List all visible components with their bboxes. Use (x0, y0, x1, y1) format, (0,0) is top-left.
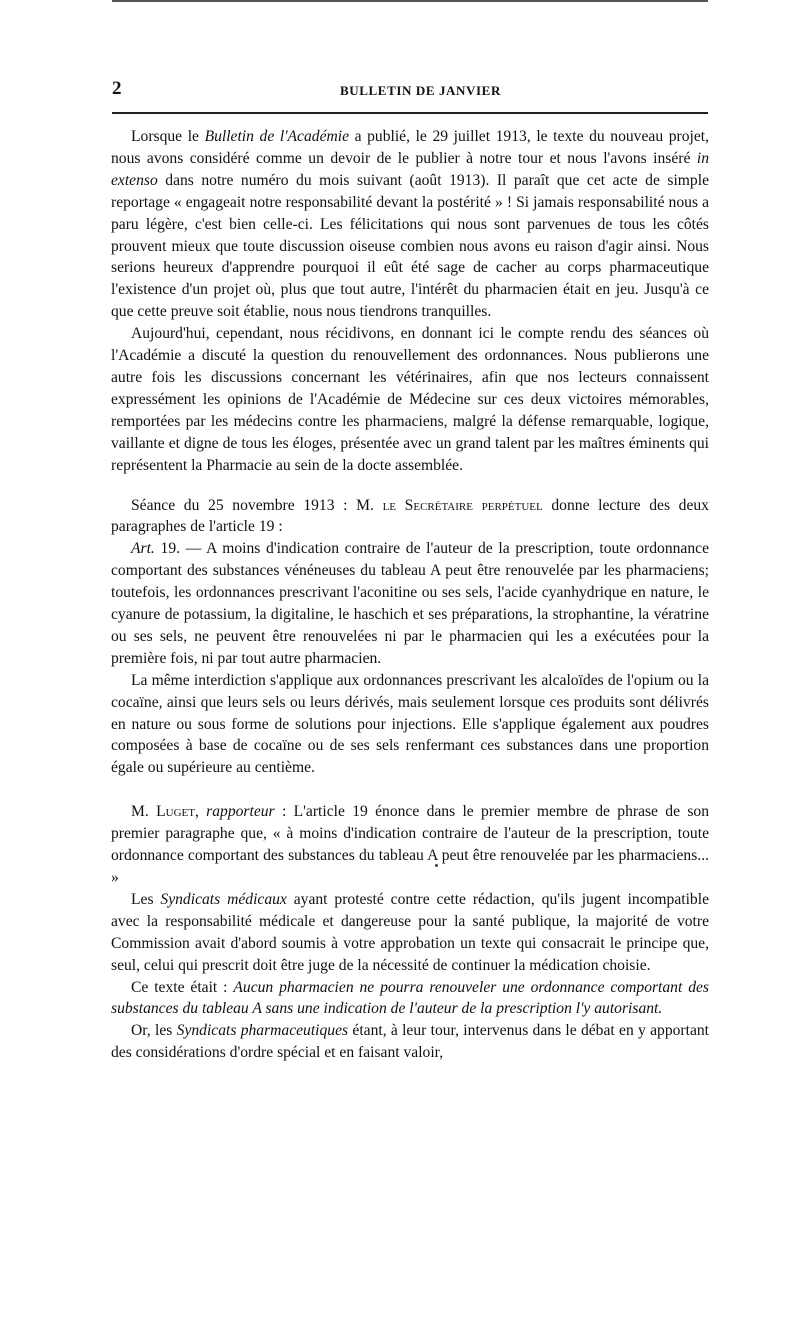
paragraph-syndicats-pharma (111, 1020, 709, 1064)
text: , (194, 803, 207, 821)
text: : L'article 19 énonce dans le premier membre de phrase de son premier paragraphe que, « à moins d'indication contraire de l'auteur de la prescription, toute ordonnance comportant des substances du tableau A peut être renouvelée par les pharmaciens... » (111, 803, 709, 886)
text-italic: Syndicats médicaux (160, 890, 287, 908)
article-body (111, 126, 709, 1064)
stray-mark (435, 864, 438, 867)
text-small-caps: le Secrétaire perpétuel (382, 496, 543, 514)
paragraph-interdiction: La même interdiction s'applique aux ordonnances prescrivant les alcaloïdes de l'opium ou la cocaïne, ainsi que leurs sels ou leurs dérivés, mais seulement lorsque ces produits sont délivrés en nature ou sous forme de solutions pour injections. Elle s'applique également aux poudres composées à base de cocaïne ou de ses sels renfermant ces substances dans une proportion égale ou supérieure au centième. (111, 671, 709, 777)
text: ayant protesté contre cette rédaction, qu'ils jugent incompatible avec la responsabilité médicale et dangereuse pour la santé publique, la majorité de votre Commission avait d'abord soumis à votre approbation un texte qui consacrait le principe que, seul, celui qui prescrit doit être juge de la nécessité de continuer la médication choisie. (111, 890, 709, 974)
text-italic: rapporteur (206, 803, 275, 821)
text: 19. — A moins d'indication contraire de l'auteur de la prescription, toute ordonnance comportant des substances vénéneuses du tableau A peut être renouvelée par les pharmaciens; toutefois, les ordonnances prescrivant l'aconitine ou ses sels, l'acide cyanhydrique en nature, le cyanure de potassium, la digitaline, le haschich et ses préparations, la strophantine, la vératrine ou ses sels, ne peuvent être renouvelées ni par le pharmacien qui les a exécutées pour la première fois, ni par tout autre pharmacien. (111, 540, 709, 667)
page-number: 2 (112, 78, 122, 99)
text: a publié, le 29 juillet 1913, le texte du nouveau projet, nous avons considéré comme un devoir de le publier à notre tour et nous l'avons inséré (111, 128, 709, 167)
header-rule (112, 112, 708, 114)
text: étant, à leur tour, intervenus dans le débat en y apportant des considérations d'ordre spécial et en faisant valoir, (111, 1022, 710, 1062)
paragraph-article-19 (111, 538, 709, 669)
paragraph-seance (111, 495, 709, 539)
paragraph-rapporteur (111, 801, 709, 889)
text-italic: Art. (131, 540, 155, 558)
text: donne lecture des deux paragraphes de l'article 19 : (111, 496, 709, 536)
text: Or, les (131, 1022, 177, 1040)
top-rule (112, 0, 708, 2)
text-italic: in extenso (111, 149, 709, 189)
paragraph-intro (111, 126, 709, 323)
text: Les (131, 890, 161, 908)
text: Séance du 25 novembre 1913 : M. (131, 496, 383, 514)
paragraph-today: Aujourd'hui, cependant, nous récidivons, en donnant ici le compte rendu des séances où l'Académie a discuté la question du renouvellement des ordonnances. Nous publierons une autre fois les discussions concernant les vétérinaires, afin que nos lecteurs connaissent expressément les opinions de l'Académie de Médecine sur ces deux victoires mémorables, remportées par les médecins contre les pharmaciens, malgré la défense remarquable, logique, vaillante et digne de tous les éloges, présentée avec un grand talent par les maîtres éminents qui représentent la Pharmacie au sein de la docte assemblée. (111, 325, 709, 474)
page-header (112, 78, 708, 104)
text: M. (131, 803, 157, 821)
text: Lorsque le (131, 128, 205, 145)
text-small-caps: Luget (156, 803, 195, 821)
text-italic: Bulletin de l'Académie (204, 128, 349, 145)
running-title: BULLETIN DE JANVIER (340, 83, 501, 98)
paragraph-texte (111, 977, 709, 1021)
text-italic: Syndicats pharmaceutiques (176, 1022, 349, 1040)
paragraph-syndicats-medicaux (111, 889, 709, 977)
text: Ce texte était : (131, 978, 234, 996)
text-italic: Aucun pharmacien ne pourra renouveler une ordonnance comportant des substances du tableau A sans une indication de l'auteur de la prescription l'y autorisant. (111, 978, 709, 1018)
text: dans notre numéro du mois suivant (août 1913). Il paraît que cet acte de simple reportage « engageait notre responsabilité devant la postérité » ! Si jamais responsabilité nous a paru légère, c'est bien celle-ci. Les félicitations qui nous sont parvenues de tous les côtés prouvent mieux que toute discussion oiseuse combien nous avons eu raison d'agir ainsi. Nous serions heureux d'apprendre pourquoi il eût été sage de cacher au corps pharmaceutique l'existence d'un projet où, plus que tout autre, l'intérêt du pharmacien était en jeu. Jusqu'à ce que cette preuve soit établie, nous nous tiendrons tranquilles. (111, 171, 709, 321)
